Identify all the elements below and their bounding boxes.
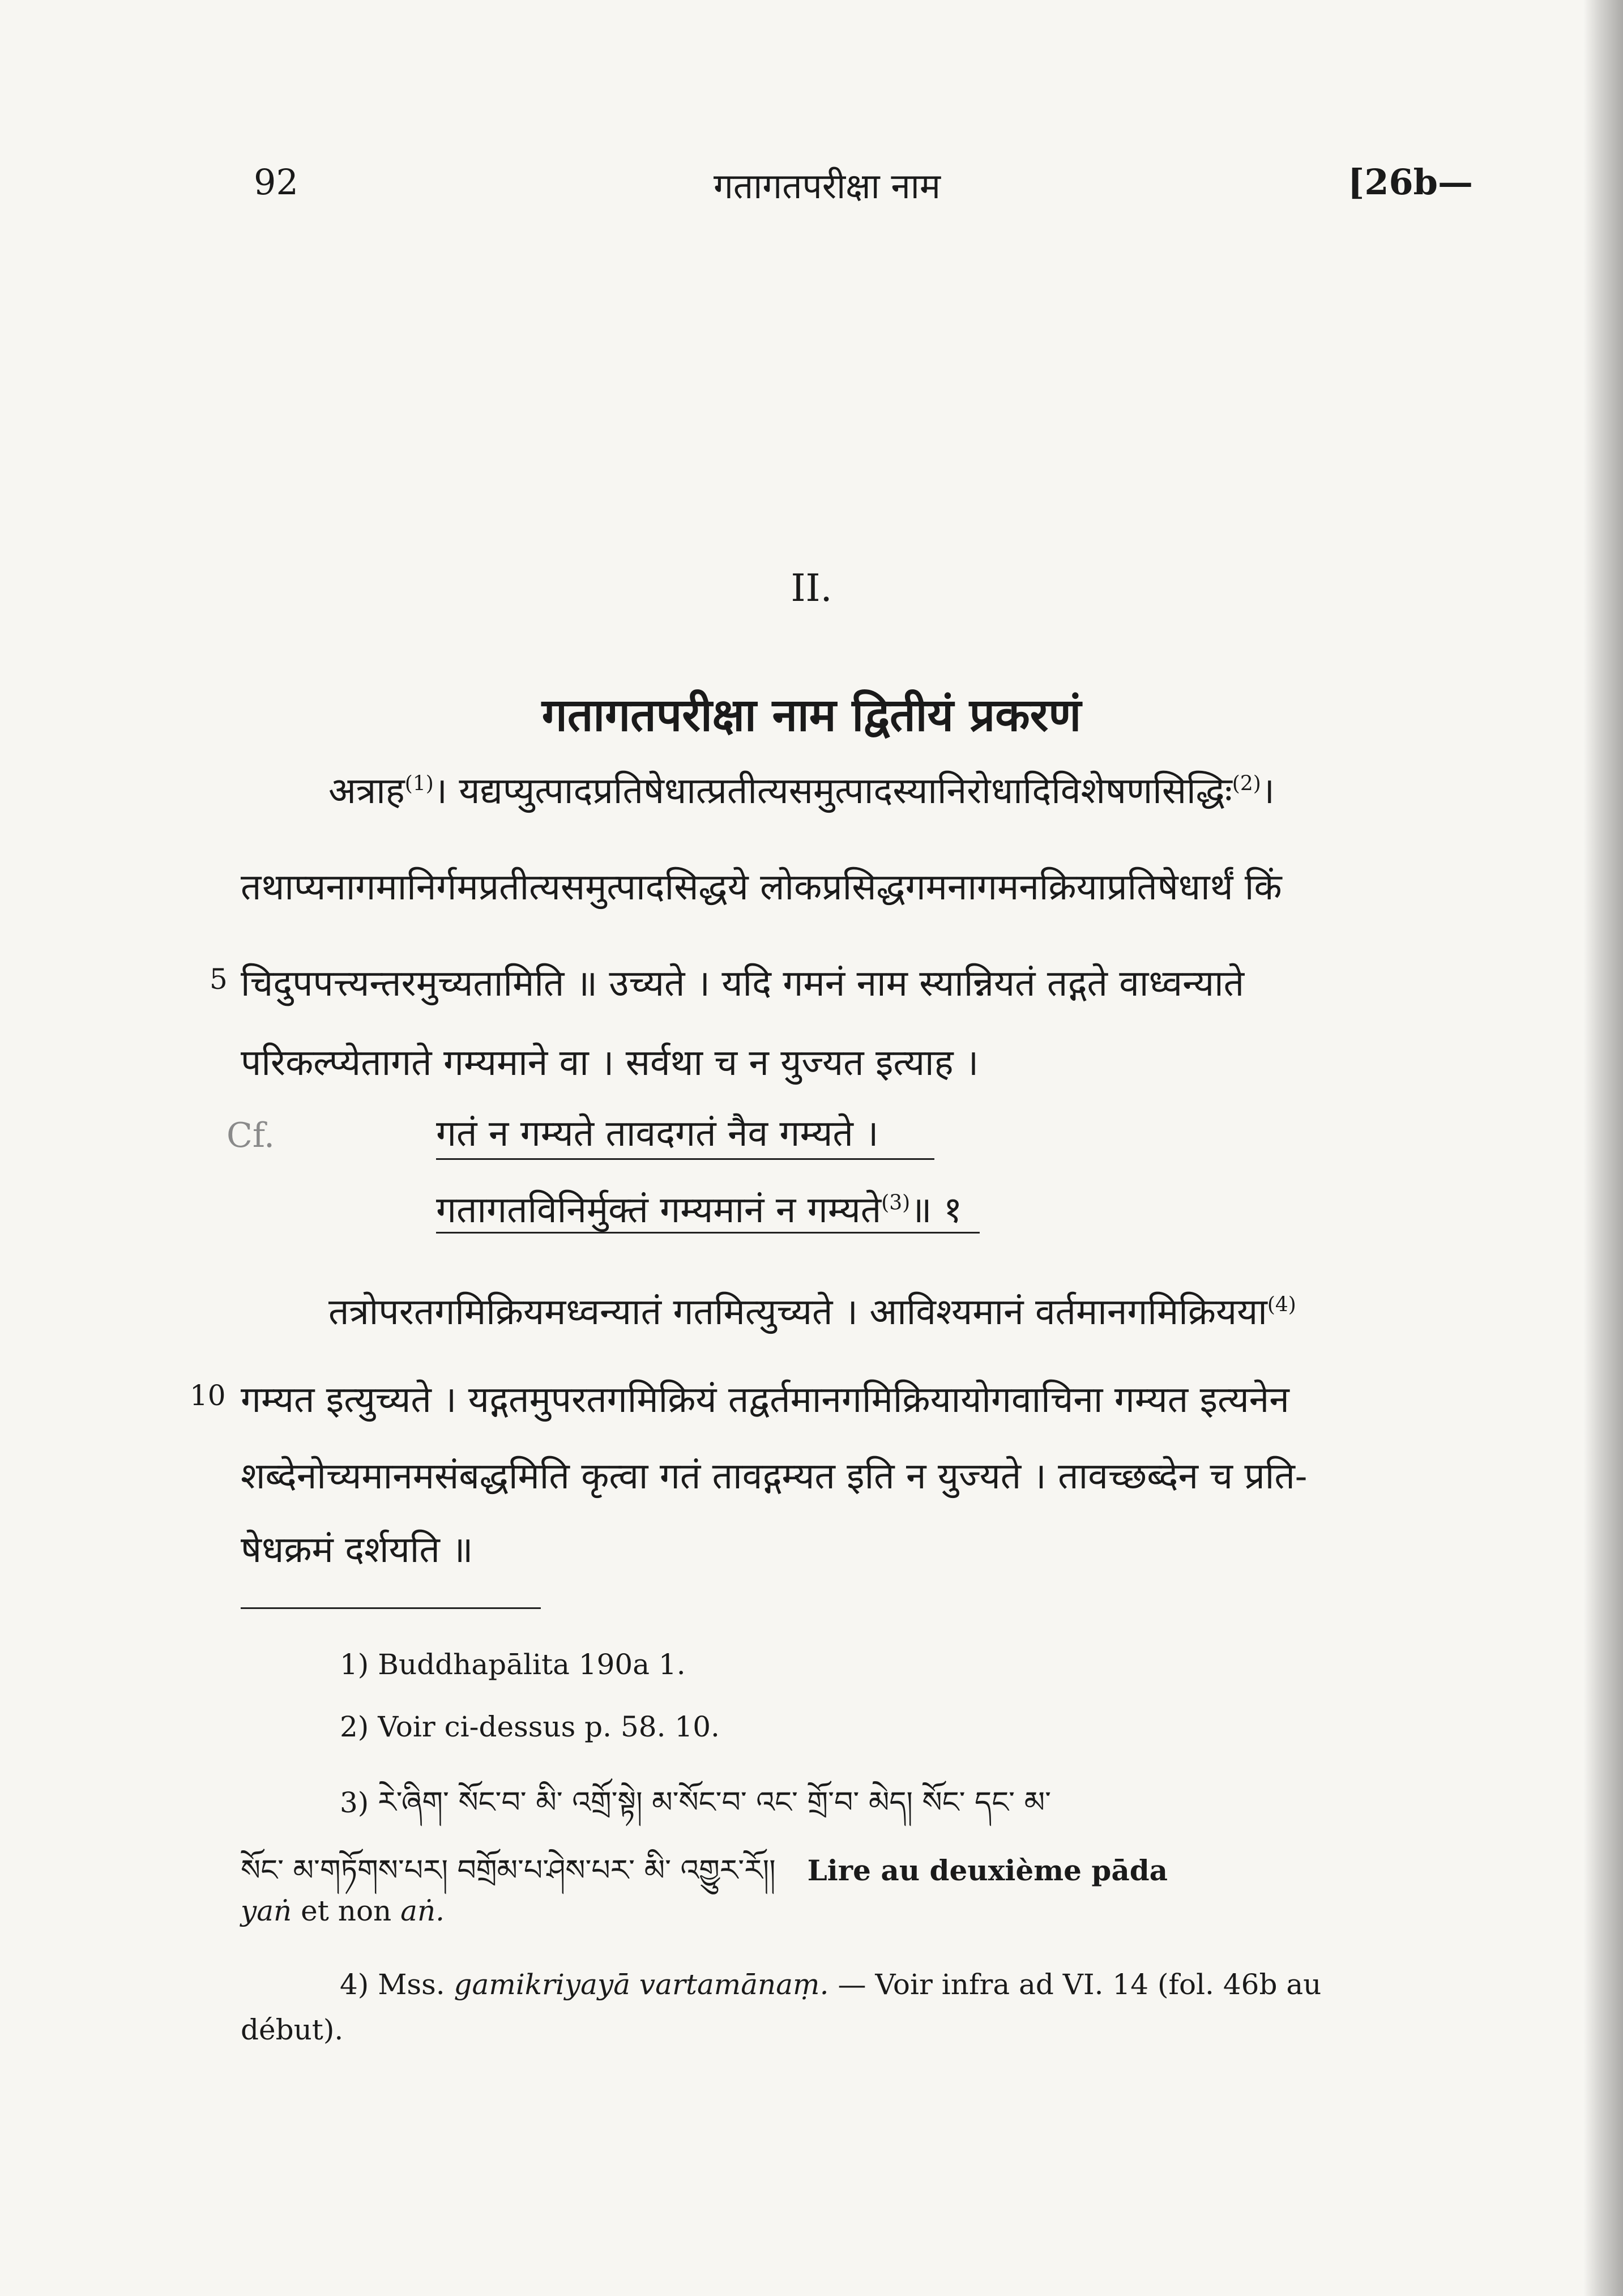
verse-line-1: गतं न गम्यते तावदगतं नैव गम्यते ।: [436, 1113, 879, 1155]
prose1-line-3: चिदुपपत्त्यन्तरमुच्यतामिति ॥ उच्यते । यदि गमनं नाम स्यान्नियतं तद्गते वाध्वन्याते: [241, 963, 1245, 1005]
footnote-marker: (3): [881, 1191, 911, 1215]
chapter-number: II.: [791, 566, 832, 610]
footnote-marker: (1): [404, 772, 434, 796]
footnote-marker: (4): [1267, 1293, 1296, 1317]
footnote-italic: yaṅ: [241, 1894, 292, 1927]
verse-text: ॥ १: [910, 1189, 963, 1231]
prose1-line-1: [328, 765, 1275, 814]
margin-annotation: Cf.: [227, 1116, 275, 1155]
tibetan-text: རེ་ཞིག་ སོང་བ་ མི་ འགྲོ་སྟེ། མ་སོང་བ་ འང་ གྲོ་བ་ མེད། སོང་ དང་ མ་: [378, 1786, 1052, 1820]
footnote-4-line-1: [340, 1968, 1321, 2001]
chapter-title: गतागतपरीक्षा नाम द्वितीयं प्रकरणं: [541, 688, 1082, 741]
prose1-line-2: तथाप्यनागमानिर्गमप्रतीत्यसमुत्पादसिद्धये लोकप्रसिद्धगमनागमनक्रियाप्रतिषेधार्थं किं: [241, 867, 1282, 908]
verse-text: गतागतविनिर्मुक्तं गम्यमानं न गम्यते: [436, 1189, 882, 1231]
line-number: 5: [210, 963, 228, 996]
footnote-3-line-3: [241, 1894, 445, 1927]
footnote-text: Lire au deuxième pāda: [807, 1854, 1168, 1887]
footnote-italic: aṅ.: [400, 1894, 445, 1927]
line-number: 10: [190, 1379, 226, 1412]
folio-reference: [26b—: [1348, 161, 1473, 203]
prose1-line-4: परिकल्प्येतागते गम्यमाने वा । सर्वथा च न युज्यत इत्याह ।: [241, 1042, 979, 1084]
verse-line-2: [436, 1184, 962, 1233]
prose-text: । यद्यप्युत्पादप्रतिषेधात्प्रतीत्यसमुत्पादस्यानिरोधादिविशेषणसिद्धिः: [433, 770, 1232, 812]
footnote-label: 3): [340, 1786, 369, 1819]
prose2-line-1: [328, 1286, 1296, 1335]
page-edge-shadow: [1583, 0, 1623, 2296]
verse-underline: [436, 1232, 980, 1234]
prose-text: अत्राह: [328, 770, 405, 812]
footnote-4-line-2: début).: [241, 2013, 344, 2046]
page-number: 92: [254, 161, 298, 203]
verse-underline: [436, 1158, 934, 1160]
prose2-line-3: शब्देनोच्यमानमसंबद्धमिति कृत्वा गतं तावद्गम्यत इति न युज्यते । तावच्छब्देन च प्रति-: [241, 1456, 1308, 1497]
footnote-italic: gamikriyayā vartamānaṃ.: [454, 1968, 829, 2001]
prose2-line-2: गम्यत इत्युच्यते । यद्गतमुपरतगमिक्रियं तद्वर्तमानगमिक्रियायोगवाचिना गम्यत इत्यनेन: [241, 1379, 1289, 1421]
footnote-text: 4) Mss.: [340, 1968, 454, 2001]
running-title: गतागतपरीक्षा नाम: [714, 165, 941, 207]
footnote-2: 2) Voir ci-dessus p. 58. 10.: [340, 1710, 720, 1743]
footnote-marker: (2): [1232, 772, 1261, 796]
prose-text: तत्रोपरतगमिक्रियमध्वन्यातं गतमित्युच्यते । आविश्यमानं वर्तमानगमिक्रियया: [328, 1291, 1267, 1333]
tibetan-text: སོང་ མ་གཏོགས་པར། བགྲོམ་པ་ཤེས་པར་ མི་ འགྱུར་རོ།།: [241, 1854, 776, 1888]
prose2-line-4: षेधक्रमं दर्शयति ॥: [241, 1529, 473, 1571]
footnote-text: et non: [292, 1894, 401, 1927]
footnote-text: — Voir infra ad VI. 14 (fol. 46b au: [828, 1968, 1322, 2001]
footnote-separator: [241, 1607, 541, 1609]
prose-text: ।: [1261, 770, 1275, 812]
footnote-1: 1) Buddhapālita 190a 1.: [340, 1648, 686, 1681]
